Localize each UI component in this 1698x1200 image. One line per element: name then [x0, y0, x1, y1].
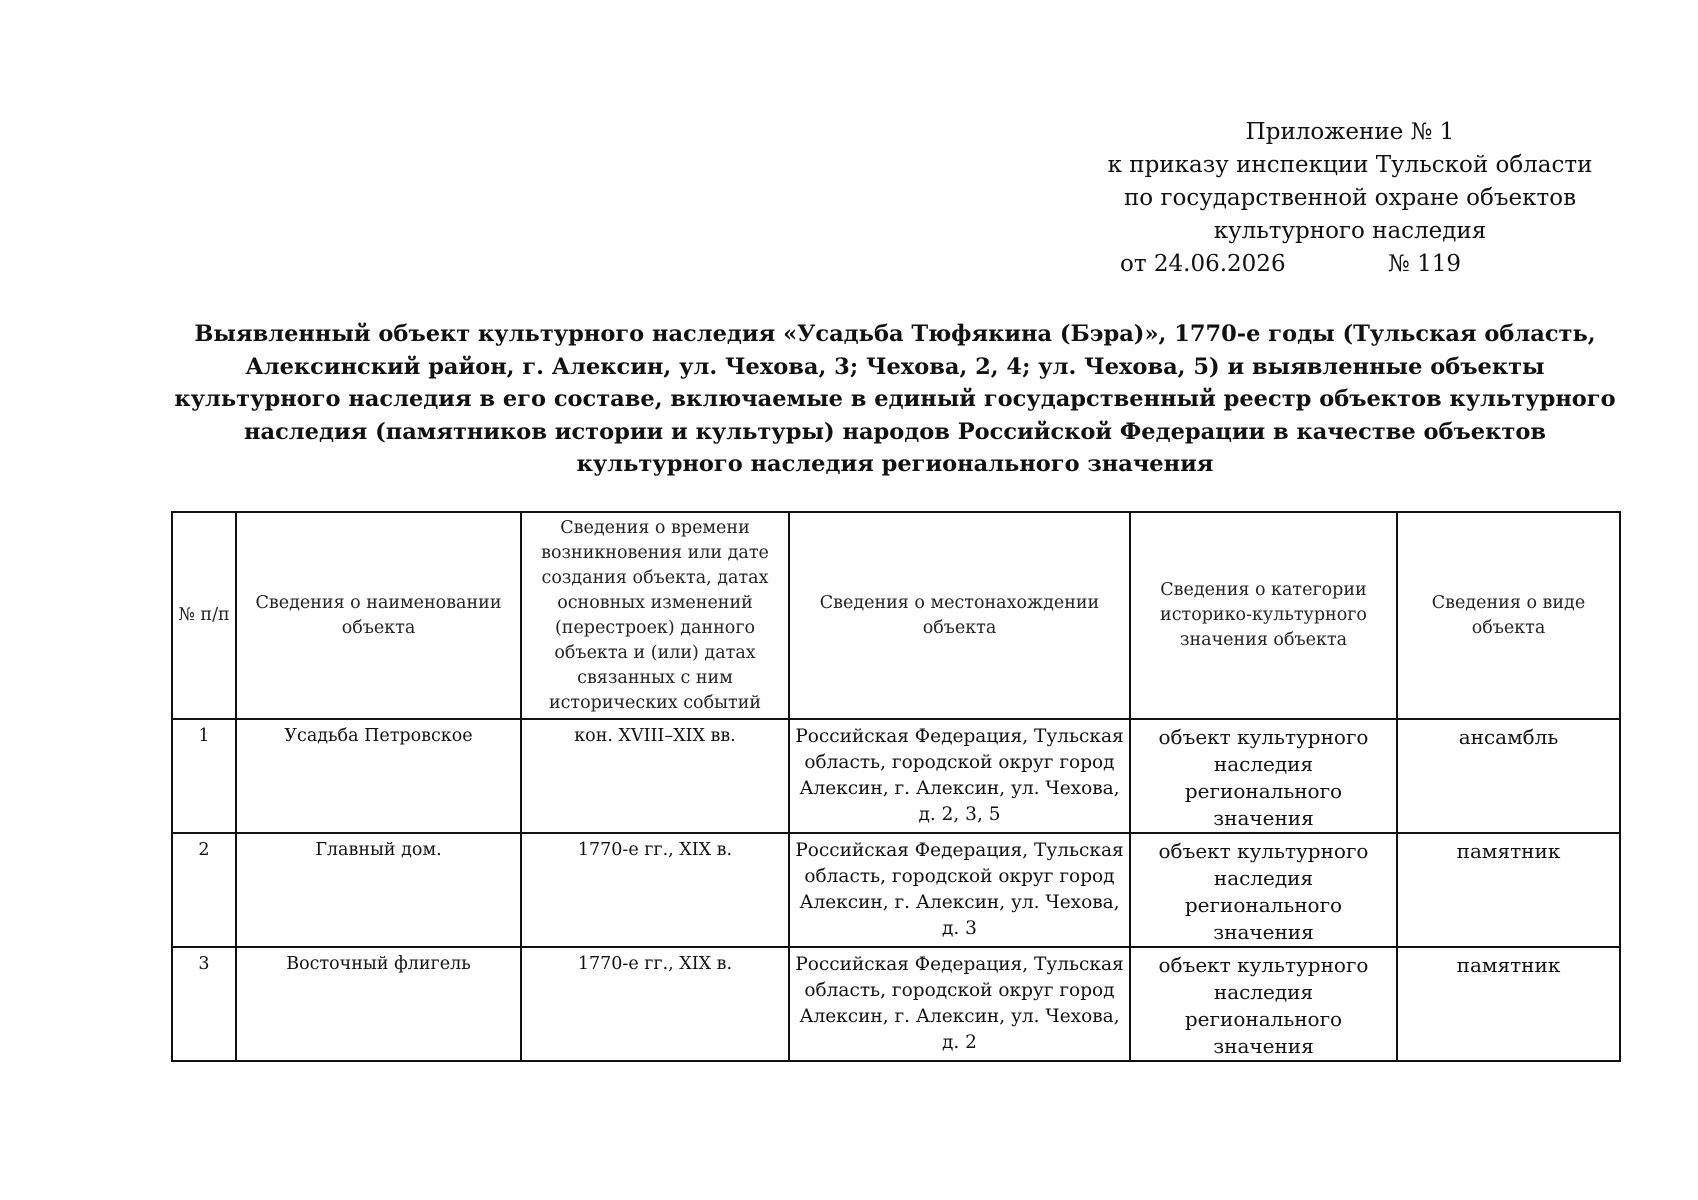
row-name: Восточный флигель — [236, 947, 521, 1061]
row-date: 1770-е гг., XIX в. — [521, 947, 789, 1061]
appendix-date-line — [1090, 248, 1610, 281]
row-kind: памятник — [1397, 833, 1620, 947]
row-kind: памятник — [1397, 947, 1620, 1061]
row-number: 3 — [172, 947, 236, 1061]
heritage-table — [171, 511, 1621, 1062]
table-header-row — [172, 512, 1620, 719]
row-address: Российская Федерация, Тульская область, городской округ город Алексин, г. Алексин, ул. Чехова, д. 2, 3, 5 — [789, 719, 1130, 833]
row-number: 2 — [172, 833, 236, 947]
header-location: Сведения о местонахождении объекта — [789, 512, 1130, 719]
appendix-block — [1090, 116, 1610, 281]
order-date: от 24.06.2026 — [1120, 251, 1286, 277]
order-number: № 119 — [1388, 251, 1461, 277]
header-name: Сведения о наименовании объекта — [236, 512, 521, 719]
row-category: объект культурного наследия регионального значения — [1130, 947, 1397, 1061]
appendix-order-ref-end: культурного наследия — [1213, 218, 1487, 244]
row-address: Российская Федерация, Тульская область, городской округ город Алексин, г. Алексин, ул. Чехова, д. 3 — [789, 833, 1130, 947]
row-address: Российская Федерация, Тульская область, городской округ город Алексин, г. Алексин, ул. Чехова, д. 2 — [789, 947, 1130, 1061]
appendix-order-ref-cont: по государственной охране объектов — [1123, 185, 1577, 211]
row-category: объект культурного наследия регионального значения — [1130, 719, 1397, 833]
row-name: Главный дом. — [236, 833, 521, 947]
table-row — [172, 947, 1620, 1061]
appendix-title: Приложение № 1 — [1245, 119, 1455, 145]
appendix-order-ref: к приказу инспекции Тульской области — [1107, 152, 1593, 178]
row-kind: ансамбль — [1397, 719, 1620, 833]
table-row — [172, 719, 1620, 833]
row-name: Усадьба Петровское — [236, 719, 521, 833]
row-category: объект культурного наследия регионального значения — [1130, 833, 1397, 947]
document-title: Выявленный объект культурного наследия «Усадьба Тюфякина (Бэра)», 1770-е годы (Тульская область, Алексинский район, г. Алексин, ул. Чехова, 3; Чехова, 2, 4; ул. Чехова, 5) и выявленные объекты культурного наследия в его составе, включаемые в единый государственный реестр объектов культурного наследия (памятников истории и культуры) народов Российской Федерации в качестве объектов культурного наследия регионального значения — [174, 321, 1616, 477]
header-category: Сведения о категории историко-культурного значения объекта — [1130, 512, 1397, 719]
header-date: Сведения о времени возникновения или дате создания объекта, датах основных изменений (перестроек) данного объекта и (или) датах связанных с ним исторических событий — [521, 512, 789, 719]
table-row — [172, 833, 1620, 947]
header-kind: Сведения о виде объекта — [1397, 512, 1620, 719]
row-number: 1 — [172, 719, 236, 833]
row-date: 1770-е гг., XIX в. — [521, 833, 789, 947]
header-number: № п/п — [172, 512, 236, 719]
row-date: кон. XVIII–XIX вв. — [521, 719, 789, 833]
